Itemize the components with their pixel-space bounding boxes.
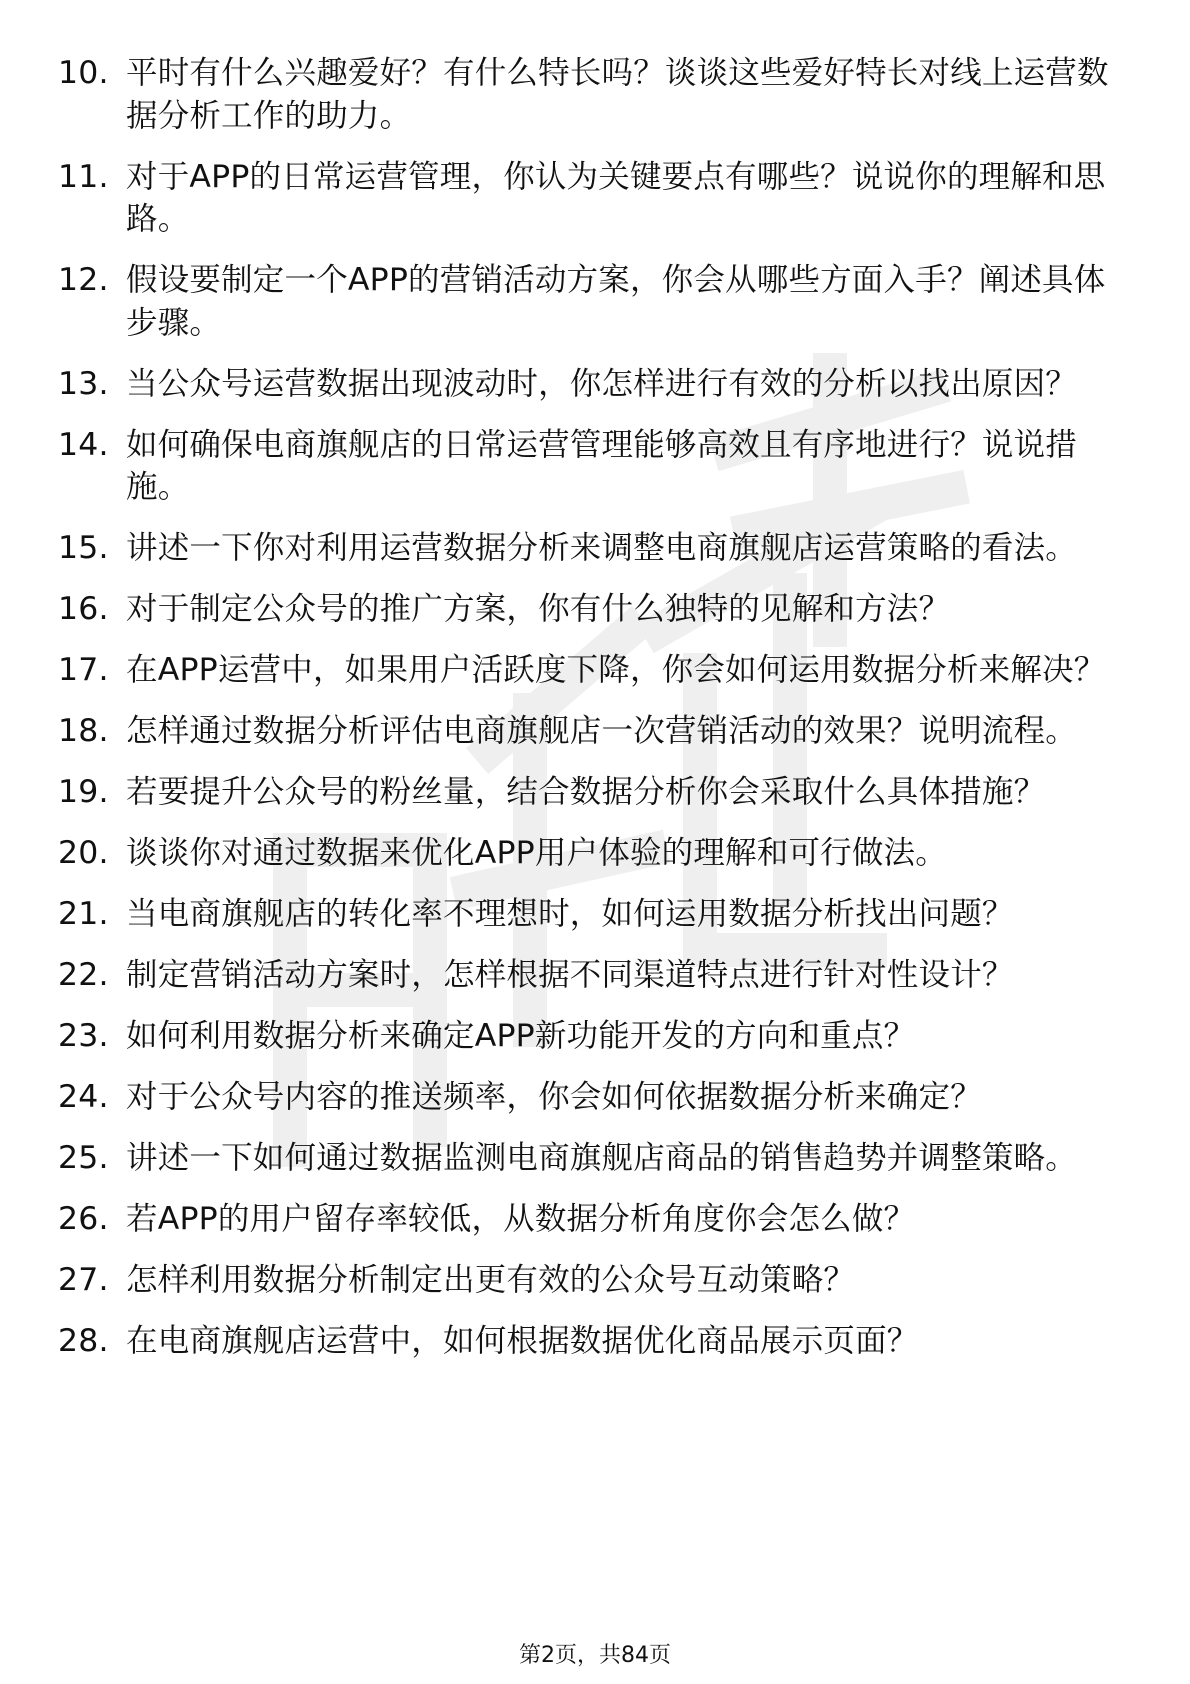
item-text: 假设要制定一个APP的营销活动方案，你会从哪些方面入手？阐述具体步骤。 <box>126 262 1106 341</box>
list-item <box>58 1320 1138 1363</box>
list-item <box>58 424 1138 509</box>
question-list <box>58 52 1138 1381</box>
list-item <box>58 649 1138 692</box>
list-item <box>58 1198 1138 1241</box>
list-item <box>58 893 1138 936</box>
item-number: 23. <box>58 1018 109 1054</box>
item-number: 25. <box>58 1140 109 1176</box>
item-text: 对于公众号内容的推送频率，你会如何依据数据分析来确定？ <box>126 1079 982 1115</box>
list-item <box>58 832 1138 875</box>
item-number: 10. <box>58 55 109 91</box>
list-item <box>58 954 1138 997</box>
list-item <box>58 588 1138 631</box>
item-number: 24. <box>58 1079 109 1115</box>
item-number: 27. <box>58 1262 109 1298</box>
item-text: 若要提升公众号的粉丝量，结合数据分析你会采取什么具体措施？ <box>126 774 1046 810</box>
list-item <box>58 363 1138 406</box>
item-text: 当电商旗舰店的转化率不理想时，如何运用数据分析找出问题？ <box>126 896 1014 932</box>
item-text: 若APP的用户留存率较低，从数据分析角度你会怎么做？ <box>126 1201 916 1237</box>
item-number: 28. <box>58 1323 109 1359</box>
list-item <box>58 710 1138 753</box>
item-number: 26. <box>58 1201 109 1237</box>
list-item <box>58 1015 1138 1058</box>
item-text: 如何确保电商旗舰店的日常运营管理能够高效且有序地进行？说说措施。 <box>126 426 1078 505</box>
item-text: 讲述一下如何通过数据监测电商旗舰店商品的销售趋势并调整策略。 <box>126 1140 1078 1176</box>
list-item <box>58 1076 1138 1119</box>
list-item <box>58 156 1138 241</box>
item-number: 18. <box>58 713 109 749</box>
item-number: 19. <box>58 774 109 810</box>
item-text: 讲述一下你对利用运营数据分析来调整电商旗舰店运营策略的看法。 <box>126 530 1078 566</box>
item-number: 16. <box>58 591 109 627</box>
page-number-label: 第2页，共84页 <box>519 1643 671 1668</box>
item-text: 在APP运营中，如果用户活跃度下降，你会如何运用数据分析来解决？ <box>126 652 1106 688</box>
item-text: 如何利用数据分析来确定APP新功能开发的方向和重点？ <box>126 1018 916 1054</box>
page-footer <box>0 1643 1190 1669</box>
item-text: 平时有什么兴趣爱好？有什么特长吗？谈谈这些爱好特长对线上运营数据分析工作的助力。 <box>126 55 1109 134</box>
item-text: 谈谈你对通过数据来优化APP用户体验的理解和可行做法。 <box>126 835 947 871</box>
item-text: 对于制定公众号的推广方案，你有什么独特的见解和方法？ <box>126 591 951 627</box>
item-text: 在电商旗舰店运营中，如何根据数据优化商品展示页面？ <box>126 1323 919 1359</box>
item-number: 13. <box>58 365 109 402</box>
item-number: 20. <box>58 835 109 871</box>
list-item <box>58 1137 1138 1180</box>
list-item <box>58 259 1138 344</box>
list-item <box>58 771 1138 814</box>
item-text: 当公众号运营数据出现波动时，你怎样进行有效的分析以找出原因？ <box>126 365 1078 402</box>
item-text: 对于APP的日常运营管理，你认为关键要点有哪些？说说你的理解和思路。 <box>126 158 1106 237</box>
list-item <box>58 1259 1138 1302</box>
item-number: 12. <box>58 262 109 298</box>
item-text: 怎样通过数据分析评估电商旗舰店一次营销活动的效果？说明流程。 <box>126 713 1078 749</box>
item-number: 21. <box>58 896 109 932</box>
item-number: 22. <box>58 957 109 993</box>
item-text: 怎样利用数据分析制定出更有效的公众号互动策略？ <box>126 1262 856 1298</box>
list-item <box>58 527 1138 570</box>
item-number: 17. <box>58 652 109 688</box>
list-item <box>58 52 1138 137</box>
item-text: 制定营销活动方案时，怎样根据不同渠道特点进行针对性设计？ <box>126 957 1014 993</box>
item-number: 14. <box>58 426 109 463</box>
item-number: 11. <box>58 158 109 195</box>
item-number: 15. <box>58 530 109 566</box>
